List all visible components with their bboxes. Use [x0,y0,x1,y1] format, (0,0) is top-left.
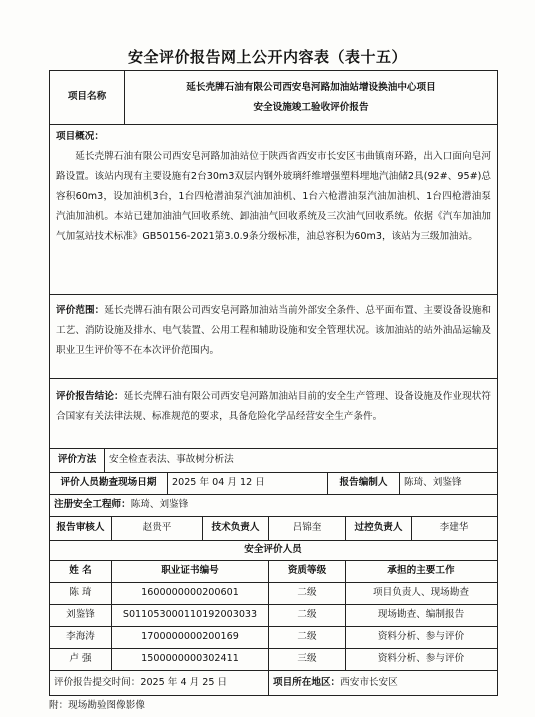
overview-section [50,125,497,295]
table-row [50,649,497,671]
person-name: 陈 琦 [50,583,112,604]
process-lead-value: 李建华 [439,522,469,534]
scope-text: 延长壳牌石油有限公司西安皂河路加油站当前外部安全条件、总平面布置、主要设备设施和工艺、消防设施及排水、电气装置、公用工程和辅助设施和安全管理状况。该加油站的站外油品运输及职业卫生评价等不在本次评价范围内。 [56,305,492,356]
table-row [50,605,497,627]
person-cert: 1500000000302411 [112,649,269,670]
project-region-cell [269,671,496,695]
tech-lead-value: 吕锦奎 [269,517,346,540]
scope-section [50,295,497,379]
overview-label: 项目概况： [56,131,104,142]
report-author-label: 报告编制人 [328,473,400,494]
person-duty: 资料分析、参与评价 [377,653,465,665]
scope-block [56,301,491,361]
project-name-line1: 延长壳牌石油有限公司西安皂河路加油站增设换油中心项目 [186,81,436,93]
project-name-value [125,71,497,124]
col-header-level: 资质等级 [269,561,346,582]
personnel-header-row [50,561,497,583]
page-title: 安全评价报告网上公开内容表（表十五） [127,48,407,66]
col-header-cert: 职业证书编号 [112,561,269,582]
submit-date-value: 2025 年 4 月 25 日 [140,676,228,688]
personnel-heading-row [50,541,497,561]
project-name-row [50,71,497,125]
tech-lead-label: 技术负责人 [203,517,269,540]
person-level: 二级 [269,605,346,626]
engineer-cell [50,495,496,516]
submit-date-cell [50,671,269,695]
submit-date-label: 评价报告提交时间： [54,676,141,688]
engineer-value: 陈琦、刘鉴锋 [130,499,189,511]
scope-label: 评价范围： [56,305,105,316]
overview-block [56,127,491,247]
person-cert: 1600000000200601 [112,583,269,604]
col-header-name: 姓 名 [50,561,112,582]
conclusion-section [50,379,497,449]
person-duty: 资料分析、参与评价 [377,631,465,643]
personnel-heading: 安全评价人员 [244,544,302,556]
person-cert: S011053000110192003033 [112,605,269,626]
method-label: 评价方法 [50,449,105,472]
col-header-duty: 承担的主要工作 [387,565,455,577]
conclusion-text: 延长壳牌石油有限公司西安皂河路加油站目前的安全生产管理、设备设施及作业现状符合国家有关法律法规、标准规范的要求，具备危险化学品经营安全生产条件。 [56,391,492,422]
person-duty: 项目负责人、现场勘查 [373,587,469,599]
person-level: 二级 [269,627,346,648]
table-row [50,627,497,649]
engineer-label: 注册安全工程师： [54,499,131,511]
reviewers-row [50,517,497,541]
person-cert: 1700000000200169 [112,627,269,648]
person-name: 卢 强 [50,649,112,670]
survey-date-label: 评价人员勘查现场日期 [50,473,168,494]
person-name: 刘鉴锋 [50,605,112,626]
submit-row [50,671,497,695]
person-level: 二级 [269,583,346,604]
conclusion-label: 评价报告结论： [56,391,124,402]
engineer-row [50,495,497,517]
project-region-label: 项目所在地区： [273,676,341,688]
disclosure-table [49,70,498,696]
person-level: 三级 [269,649,346,670]
conclusion-block [56,387,491,427]
person-name: 李海涛 [50,627,112,648]
survey-row [50,473,497,495]
project-name-label: 项目名称 [50,71,125,124]
project-region-value: 西安市长安区 [340,676,398,688]
method-row [50,449,497,473]
process-lead-label: 过控负责人 [346,517,412,540]
review-label: 报告审核人 [50,517,112,540]
footer-note: 附：现场勘验图像影像 [49,700,145,711]
survey-date-value: 2025 年 04 月 12 日 [168,473,328,494]
overview-text: 延长壳牌石油有限公司西安皂河路加油站位于陕西省西安市长安区韦曲镇南环路，出入口面向皂河路设置。该站内现有主要设施有2台30m3双层内钢外玻璃纤维增强塑料埋地汽油储2具(92#、95#)总容积60m3，设加油机3台，1台四枪潜油泵汽油加油机、1台六枪潜油泵汽油加油机、1台四枪潜油泵汽油加油机。本站已建加油油气回收系统、卸油油气回收系统及三次油气回收系统。依据《汽车加油加气加氢站技术标准》GB50156-2021第3.0.9条分级标准，油总容积为60m3，该站为三级加油站。 [56,151,491,242]
review-value: 赵贵平 [112,517,203,540]
project-name-line2: 安全设施竣工验收评价报告 [253,101,369,113]
table-row [50,583,497,605]
method-value: 安全检查表法、事故树分析法 [109,454,234,466]
person-duty: 现场勘查、编制报告 [377,609,465,621]
report-author-value: 陈琦、刘鉴锋 [404,477,462,489]
